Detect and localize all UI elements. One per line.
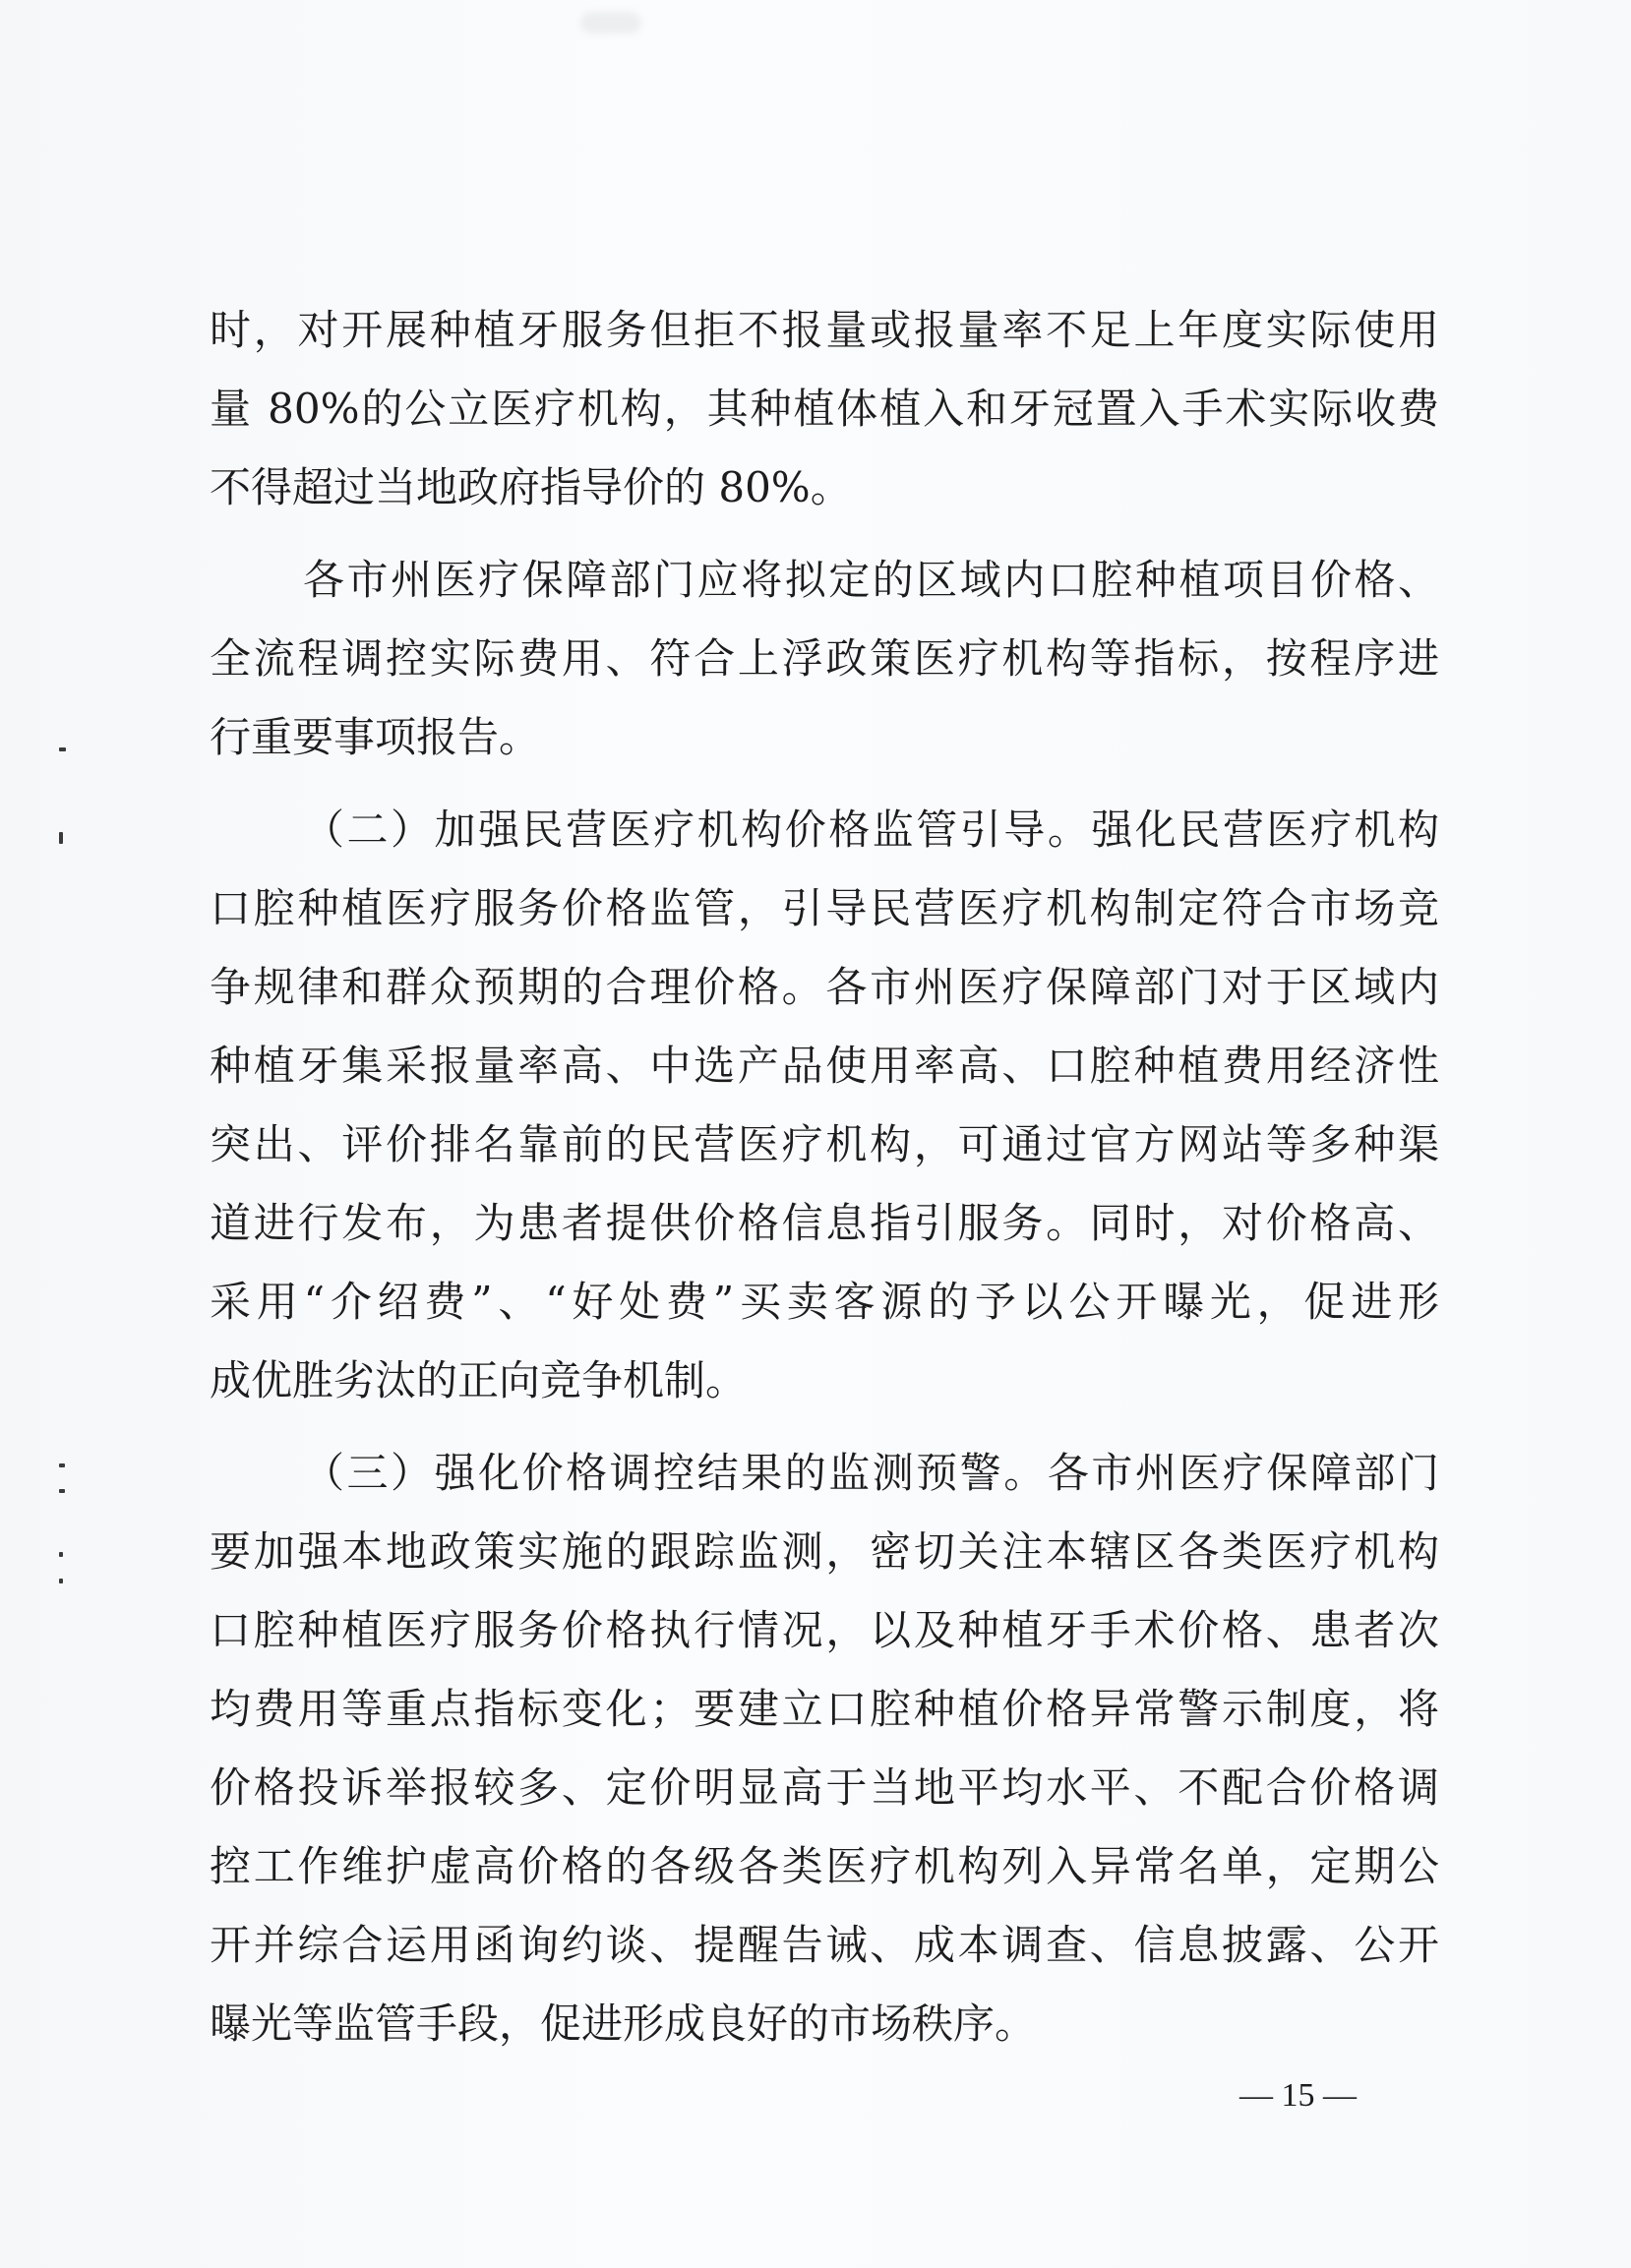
binding-hole-mark: [59, 747, 66, 751]
binding-hole-mark: [59, 1489, 65, 1493]
text-line: 时，对开展种植牙服务但拒不报量或报量率不足上年度实际使用: [210, 306, 1439, 354]
page-number: — 15 —: [1239, 2077, 1357, 2114]
text-line: 量 80%的公立医疗机构，其种植体植入和牙冠置入手术实际收费: [210, 385, 1439, 433]
text-line: 采用“介绍费”、“好处费”买卖客源的予以公开曝光，促进形: [210, 1278, 1439, 1326]
binding-hole-mark: [59, 1552, 63, 1557]
body-text: [210, 291, 1439, 2063]
section-heading-line: （二）加强民营医疗机构价格监管引导。强化民营医疗机构: [303, 806, 1439, 854]
text-line: 行重要事项报告。: [210, 713, 541, 761]
text-line: 口腔种植医疗服务价格执行情况，以及种植牙手术价格、患者次: [210, 1606, 1439, 1654]
binding-hole-mark: [59, 1579, 63, 1583]
text-line: 突出、评价排名靠前的民营医疗机构，可通过官方网站等多种渠: [210, 1120, 1439, 1168]
text-line: 种植牙集采报量率高、中选产品使用率高、口腔种植费用经济性: [210, 1042, 1439, 1090]
binding-hole-mark: [59, 832, 63, 844]
text-line: 控工作维护虚高价格的各级各类医疗机构列入异常名单，定期公: [210, 1842, 1439, 1890]
text-line: 口腔种植医疗服务价格监管，引导民营医疗机构制定符合市场竞: [210, 884, 1439, 932]
text-line: 曝光等监管手段，促进形成良好的市场秩序。: [210, 1999, 1037, 2048]
text-line: 价格投诉举报较多、定价明显高于当地平均水平、不配合价格调: [210, 1763, 1439, 1812]
text-line: 不得超过当地政府指导价的 80%。: [210, 463, 852, 511]
text-line: 开并综合运用函询约谈、提醒告诫、成本调查、信息披露、公开: [210, 1921, 1439, 1969]
text-line: 要加强本地政策实施的跟踪监测，密切关注本辖区各类医疗机构: [210, 1527, 1439, 1576]
text-line: 争规律和群众预期的合理价格。各市州医疗保障部门对于区域内: [210, 963, 1439, 1011]
text-line: 全流程调控实际费用、符合上浮政策医疗机构等指标，按程序进: [210, 634, 1439, 683]
binding-hole-mark: [59, 1463, 65, 1467]
text-line: 均费用等重点指标变化；要建立口腔种植价格异常警示制度，将: [210, 1685, 1439, 1733]
text-line: 成优胜劣汰的正向竞争机制。: [210, 1356, 748, 1404]
scan-smudge: [580, 12, 641, 33]
section-heading-line: （三）强化价格调控结果的监测预警。各市州医疗保障部门: [303, 1449, 1439, 1497]
text-line: 道进行发布，为患者提供价格信息指引服务。同时，对价格高、: [210, 1199, 1439, 1247]
paragraph-first-line: 各市州医疗保障部门应将拟定的区域内口腔种植项目价格、: [303, 556, 1439, 604]
